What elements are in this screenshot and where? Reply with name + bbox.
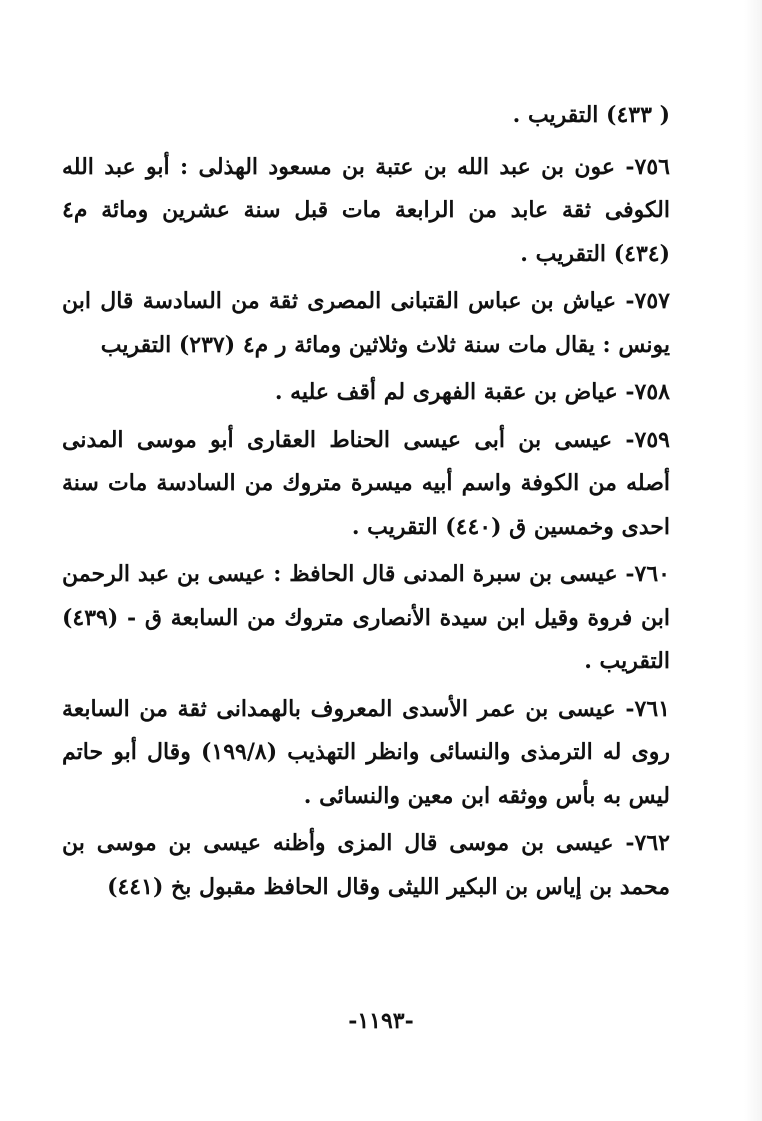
entry-759: ٧٥٩- عيسى بن أبى عيسى الحناط العقارى أبو موسى المدنى أصله من الكوفة واسم أبيه ميسرة متروك من السادسة مات سنة احدى وخمسين ق (٤٤٠) التقريب .: [62, 426, 670, 540]
page-binding-edge: [744, 0, 762, 1121]
entry-757: ٧٥٧- عياش بن عباس القتبانى المصرى ثقة من السادسة قال ابن يونس : يقال مات سنة ثلاث وثلاثين ومائة ر م٤ (٢٣٧) التقريب: [62, 288, 670, 358]
entry-758: ٧٥٨- عياض بن عقبة الفهرى لم أقف عليه .: [274, 379, 670, 405]
page-number: -١١٩٣-: [348, 1008, 414, 1034]
main-text-block: [62, 94, 670, 913]
paragraph-continuation: ( ٤٣٣) التقريب .: [512, 102, 670, 128]
entry-760: ٧٦٠- عيسى بن سبرة المدنى قال الحافظ : عيسى بن عبد الرحمن ابن فروة وقيل ابن سيدة الأنصارى متروك من السابعة ق - (٤٣٩) التقريب .: [62, 561, 670, 674]
entry-761: ٧٦١- عيسى بن عمر الأسدى المعروف بالهمدانى ثقة من السابعة روى له الترمذى والنسائى وانظر التهذيب (١٩٩/٨) وقال أبو حاتم ليس به بأس ووثقه ابن معين والنسائى .: [62, 695, 670, 809]
entry-762: ٧٦٢- عيسى بن موسى قال المزى وأظنه عيسى بن موسى بن محمد بن إياس بن البكير الليثى وقال الحافظ مقبول بخ (٤٤١): [62, 830, 670, 900]
entry-756: ٧٥٦- عون بن عبد الله بن عتبة بن مسعود الهذلى : أبو عبد الله الكوفى ثقة عابد من الرابعة مات قبل سنة عشرين ومائة م٤ (٤٣٤) التقريب .: [62, 153, 670, 267]
